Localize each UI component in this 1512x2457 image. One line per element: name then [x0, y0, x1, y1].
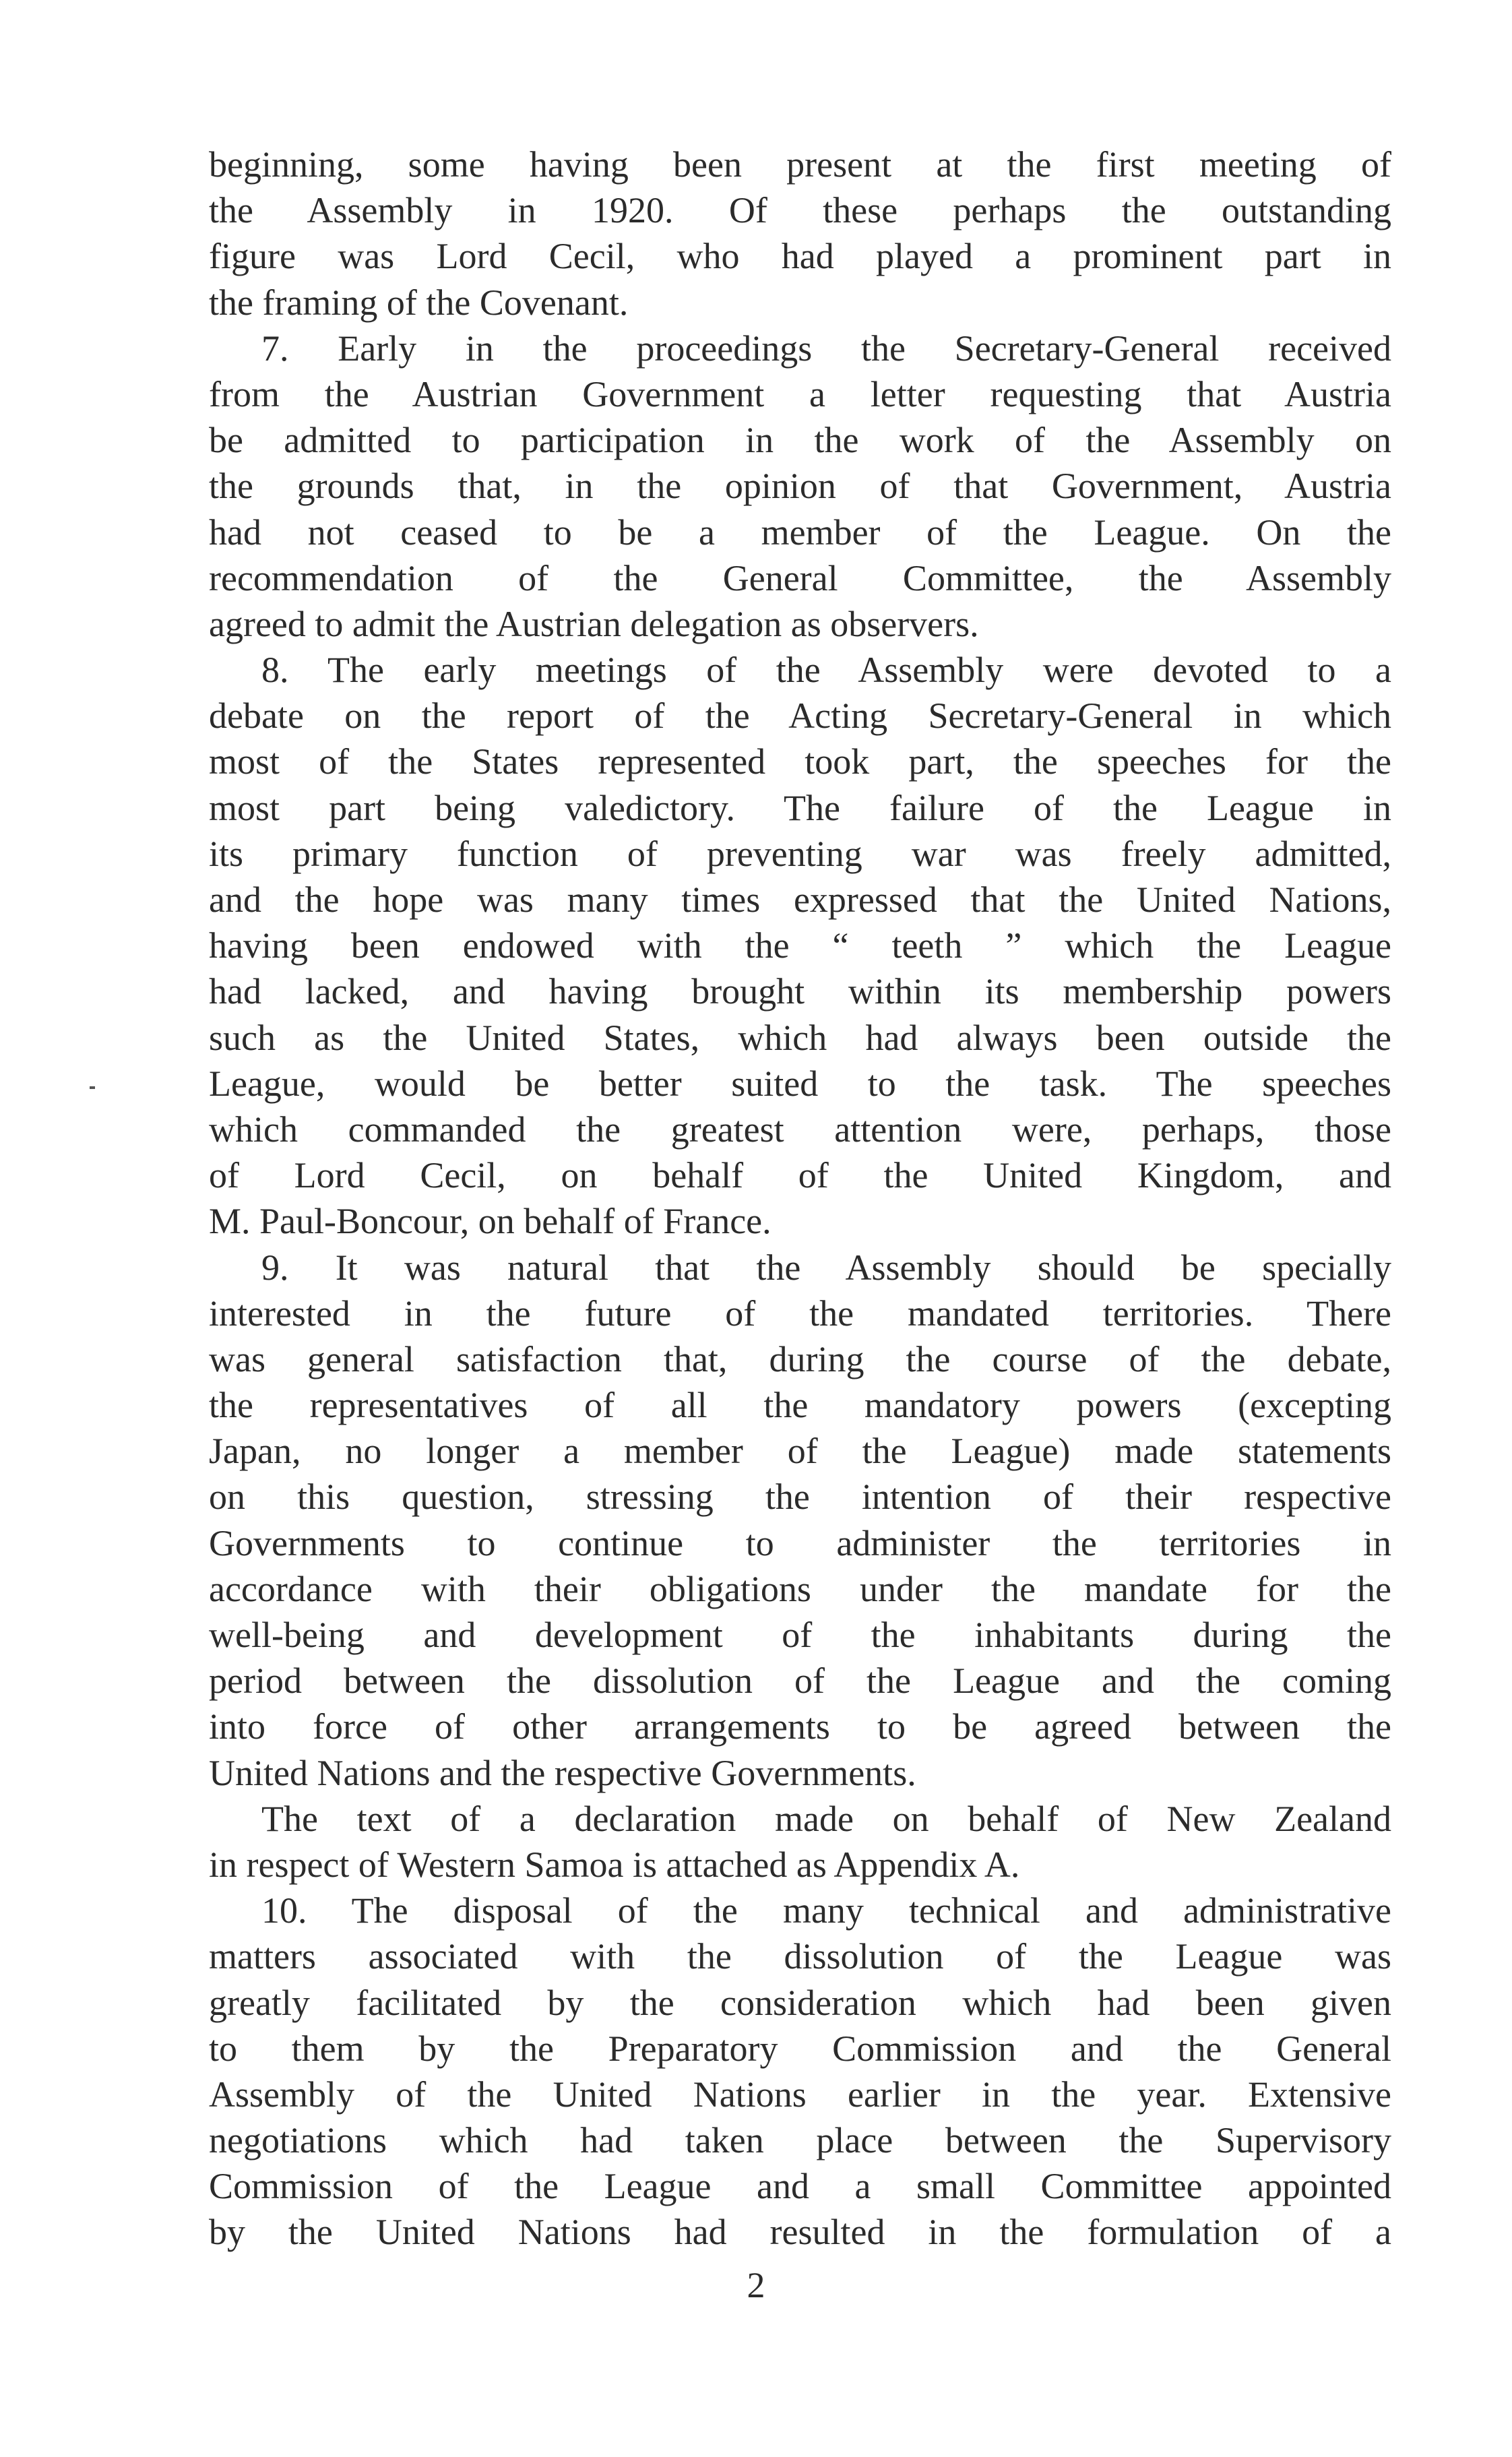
text-line: well-being and development of the inhabitants during the [209, 1615, 1391, 1655]
text-line: be admitted to participation in the work of the Assembly on [209, 420, 1391, 461]
text-line: the Assembly in 1920. Of these perhaps the outstanding [209, 190, 1391, 231]
text-line: had not ceased to be a member of the League. On the [209, 511, 1391, 553]
text-line: agreed to admit the Austrian delegation as observers. [209, 603, 979, 644]
text-line: having been endowed with the “ teeth ” which the League [209, 925, 1391, 966]
text-line: Japan, no longer a member of the League) made statements [209, 1431, 1391, 1472]
text-line: interested in the future of the mandated territories. There [209, 1293, 1391, 1334]
text-line: of Lord Cecil, on behalf of the United Kingdom, and [209, 1155, 1391, 1196]
text-line: beginning, some having been present at the first meeting of [209, 144, 1391, 185]
text-line: which commanded the greatest attention were, perhaps, those [209, 1109, 1391, 1150]
text-line: Governments to continue to administer the territories in [209, 1522, 1391, 1563]
text-line: 10. The disposal of the many technical and administrative [261, 1890, 1391, 1931]
text-line: The text of a declaration made on behalf of New Zealand [261, 1798, 1391, 1839]
text-line: most part being valedictory. The failure of the League in [209, 787, 1391, 828]
text-line: matters associated with the dissolution of the League was [209, 1936, 1391, 1977]
text-line: figure was Lord Cecil, who had played a prominent part in [209, 236, 1391, 277]
text-line: from the Austrian Government a letter requesting that Austria [209, 373, 1391, 414]
text-line: the grounds that, in the opinion of that Government, Austria [209, 466, 1391, 507]
body-text [209, 142, 1391, 2256]
text-line: on this question, stressing the intention of their respective [209, 1476, 1391, 1518]
text-line: debate on the report of the Acting Secretary-General in which [209, 695, 1391, 737]
text-line: most of the States represented took part, the speeches for the [209, 741, 1391, 782]
text-line: the representatives of all the mandatory powers (excepting [209, 1385, 1391, 1426]
text-line: to them by the Preparatory Commission and the General [209, 2028, 1391, 2069]
text-line: the framing of the Covenant. [209, 282, 629, 323]
text-line: 8. The early meetings of the Assembly were devoted to a [261, 650, 1391, 691]
text-line: M. Paul-Boncour, on behalf of France. [209, 1201, 771, 1242]
text-line: period between the dissolution of the League and the coming [209, 1660, 1391, 1702]
text-line: accordance with their obligations under the mandate for the [209, 1568, 1391, 1609]
text-line: was general satisfaction that, during the course of the debate, [209, 1338, 1391, 1379]
text-line: its primary function of preventing war was freely admitted, [209, 833, 1391, 874]
text-line: into force of other arrangements to be agreed between the [209, 1706, 1391, 1747]
text-line: and the hope was many times expressed that the United Nations, [209, 879, 1391, 920]
text-line: greatly facilitated by the consideration which had been given [209, 1982, 1391, 2023]
text-line: by the United Nations had resulted in the formulation of a [209, 2212, 1391, 2253]
text-line: 7. Early in the proceedings the Secretary-General received [261, 328, 1391, 369]
text-line: United Nations and the respective Governments. [209, 1752, 916, 1793]
text-line: such as the United States, which had always been outside the [209, 1017, 1391, 1058]
text-line: 9. It was natural that the Assembly should be specially [261, 1247, 1391, 1288]
text-line: negotiations which had taken place between the Supervisory [209, 2120, 1391, 2161]
page-number: 2 [747, 2265, 765, 2305]
text-line: had lacked, and having brought within its membership powers [209, 971, 1391, 1012]
text-line: League, would be better suited to the task. The speeches [209, 1063, 1391, 1104]
text-line: in respect of Western Samoa is attached as Appendix A. [209, 1844, 1020, 1885]
text-line: Assembly of the United Nations earlier in the year. Extensive [209, 2074, 1391, 2115]
stray-ink-mark [90, 1086, 95, 1089]
text-line: recommendation of the General Committee, the Assembly [209, 557, 1391, 598]
text-line: Commission of the League and a small Committee appointed [209, 2166, 1391, 2207]
